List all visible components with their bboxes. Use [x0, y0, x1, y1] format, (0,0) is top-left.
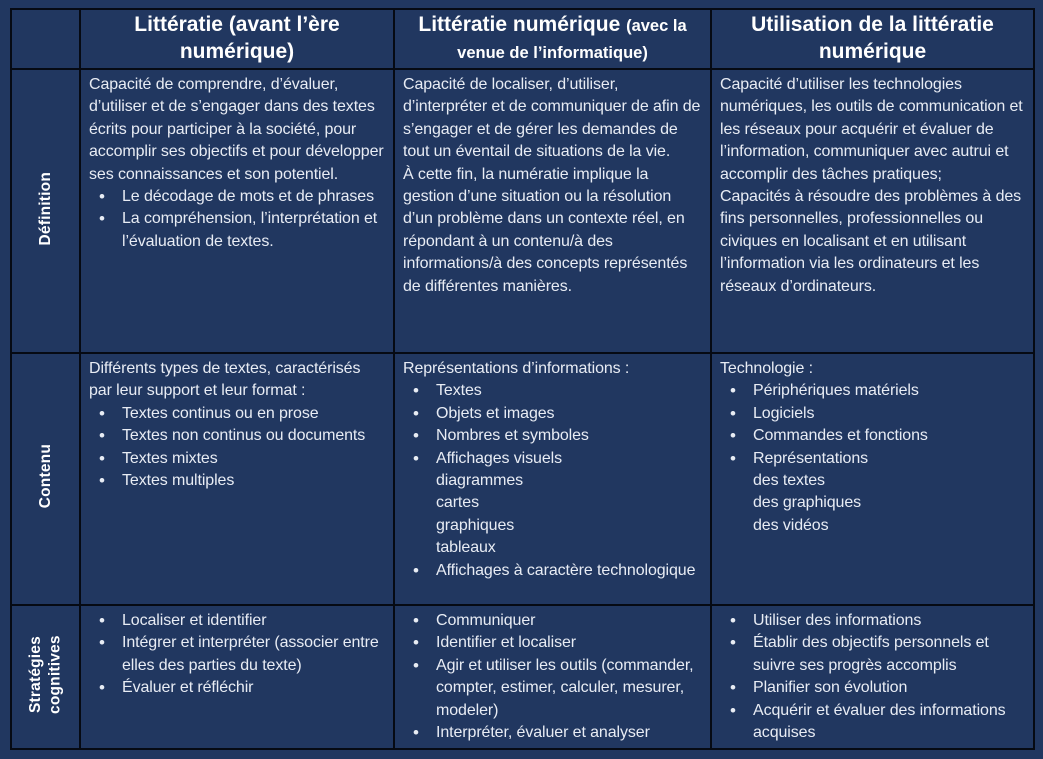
bullet-item: • Textes multiples	[89, 470, 385, 492]
column-header-small-text: (avec la venue de l’informatique)	[457, 17, 687, 62]
table-row	[11, 353, 1034, 605]
row-label-text: Contenu	[36, 444, 54, 509]
bullet-list	[89, 186, 385, 253]
bullet-item: • Périphériques matériels	[720, 380, 1025, 402]
content-cell	[711, 69, 1034, 353]
bullet-subline: diagrammes	[436, 471, 524, 489]
bullet-list	[403, 380, 702, 582]
content-cell	[394, 605, 711, 749]
bullet-list	[403, 610, 702, 744]
literacy-comparison-table	[10, 8, 1035, 750]
table-row	[11, 69, 1034, 353]
bullet-subline: des vidéos	[753, 516, 829, 534]
cell-paragraph: Capacité de comprendre, d’évaluer, d’utiliser et de s’engager dans des textes écrits pour participer à la société, pour accomplir ses objectifs et pour développer ses connaissances et son potentiel.	[89, 76, 384, 183]
cell-paragraph: Technologie :	[720, 360, 813, 377]
row-label-text: Définition	[36, 171, 54, 246]
bullet-item: • Textes mixtes	[89, 448, 385, 470]
content-cell	[394, 69, 711, 353]
bullet-subline: des textes	[753, 471, 825, 489]
bullet-item: • Évaluer et réfléchir	[89, 677, 385, 699]
cell-paragraph: Représentations d’informations :	[403, 360, 630, 377]
column-header-main-text: Littératie numérique	[418, 13, 627, 37]
cell-paragraph: Capacités à résoudre des problèmes à des fins personnelles, professionnelles ou civiques en localisant et en utilisant l’information via les ordinateurs et les réseaux d’ordinateurs.	[720, 187, 1022, 295]
content-cell	[711, 353, 1034, 605]
bullet-list	[89, 403, 385, 493]
cell-paragraph: Capacité de localiser, d’utiliser, d’interpréter et de communiquer de afin de s’engager et de gérer les demandes de tout un éventail de situations de la vie.	[403, 76, 701, 161]
content-cell	[394, 353, 711, 605]
cell-paragraph: Capacité d’utiliser les technologies numériques, les outils de communication et les réseaux pour acquérir et évaluer de l’information, communiquer avec autrui et accomplir des tâches pratiques;	[720, 76, 1023, 183]
bullet-item: • Intégrer et interpréter (associer entre elles des parties du texte)	[89, 632, 385, 677]
row-label-cell	[11, 605, 80, 749]
bullet-item: • Identifier et localiser	[403, 632, 702, 654]
bullet-item: • La compréhension, l’interprétation et l’évaluation de textes.	[89, 208, 385, 253]
bullet-item: • Agir et utiliser les outils (commander, compter, estimer, calculer, mesurer, modeler)	[403, 655, 702, 722]
bullet-item: • Textes non continus ou documents	[89, 425, 385, 447]
bullet-item: • Interpréter, évaluer et analyser	[403, 722, 702, 744]
bullet-item: • Affichages à caractère technologique	[403, 560, 702, 582]
bullet-item: • Commandes et fonctions	[720, 425, 1025, 447]
cell-paragraph: À cette fin, la numératie implique la gestion d’une situation ou la résolution d’un problème dans un contexte réel, en répondant à un contenu/à des informations/à des concepts représentés de différentes manières.	[403, 165, 688, 295]
column-header-litteratie-numerique	[394, 9, 711, 69]
bullet-item: • Nombres et symboles	[403, 425, 702, 447]
bullet-item: • Utiliser des informations	[720, 610, 1025, 632]
row-label-cell	[11, 353, 80, 605]
bullet-item: • Logiciels	[720, 403, 1025, 425]
bullet-list	[720, 610, 1025, 744]
bullet-item: • Textes	[403, 380, 702, 402]
content-cell	[80, 69, 394, 353]
bullet-subline: graphiques	[436, 516, 515, 534]
header-row	[11, 9, 1034, 69]
column-header-utilisation	[711, 9, 1034, 69]
bullet-item: • Textes continus ou en prose	[89, 403, 385, 425]
bullet-item: • Établir des objectifs personnels et suivre ses progrès accomplis	[720, 632, 1025, 677]
bullet-item: • Objets et images	[403, 403, 702, 425]
content-cell	[711, 605, 1034, 749]
bullet-item: • Planifier son évolution	[720, 677, 1025, 699]
content-cell	[80, 353, 394, 605]
cell-paragraph: Différents types de textes, caractérisés par leur support et leur format :	[89, 360, 361, 400]
bullet-item: • Représentations des textes des graphiques des vidéos	[720, 448, 1025, 538]
bullet-item: • Affichages visuels diagrammes cartes graphiques tableaux	[403, 448, 702, 560]
bullet-item: • Communiquer	[403, 610, 702, 632]
column-header-litteratie	[80, 9, 394, 69]
bullet-item: • Le décodage de mots et de phrases	[89, 186, 385, 208]
row-label-text: Stratégies cognitives	[27, 635, 64, 714]
bullet-subline: tableaux	[436, 539, 496, 557]
table-row	[11, 605, 1034, 749]
bullet-subline: des graphiques	[753, 494, 862, 512]
content-cell	[80, 605, 394, 749]
bullet-list	[720, 380, 1025, 537]
table-body	[11, 69, 1034, 749]
table-header	[11, 9, 1034, 69]
bullet-subline: cartes	[436, 494, 479, 512]
bullet-item: • Localiser et identifier	[89, 610, 385, 632]
bullet-item: • Acquérir et évaluer des informations acquises	[720, 700, 1025, 745]
bullet-list	[89, 610, 385, 700]
corner-cell	[11, 9, 80, 69]
column-header-main-text: Utilisation de la littératie numérique	[751, 13, 994, 63]
row-label-cell	[11, 69, 80, 353]
column-header-main-text: Littératie (avant l’ère numérique)	[134, 13, 340, 63]
